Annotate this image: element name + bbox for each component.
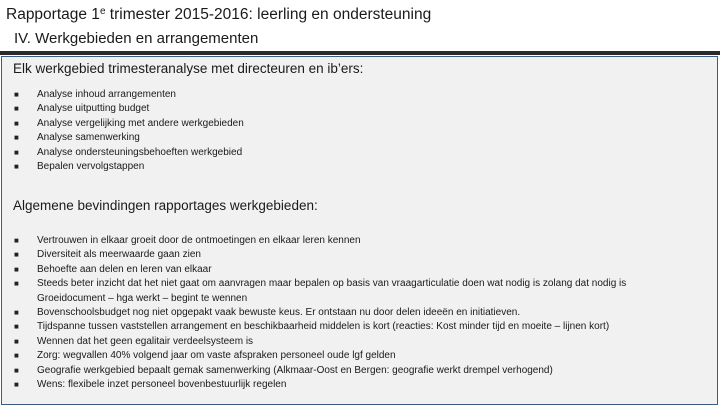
list-item-continuation: Groeidocument – hga werkt – begint te wennen <box>37 292 248 304</box>
square-bullet-icon: ■ <box>14 90 19 99</box>
list-item: ■ Tijdspanne tussen vaststellen arrangement en beschikbaarheid middelen is kort (reacties: Kost minder tijd en moeite – lijnen kort) <box>12 320 626 334</box>
square-bullet-icon: ■ <box>14 147 19 157</box>
list-item: ■ Vertrouwen in elkaar groeit door de ontmoetingen en elkaar leren kennen <box>12 234 626 248</box>
title-superscript: e <box>99 6 106 17</box>
section2-list <box>12 234 626 392</box>
list-item: ■ Analyse vergelijking met andere werkgebieden <box>12 117 244 131</box>
list-item: ■ Analyse samenwerking <box>12 131 244 145</box>
title-divider <box>0 51 720 55</box>
slide-title <box>6 2 431 25</box>
section1-heading: Elk werkgebied trimesteranalyse met directeuren en ib’ers: <box>13 61 364 76</box>
list-item: ■ Bovenschoolsbudget nog niet opgepakt vaak bewuste keus. Er ontstaan nu door delen ideeën en initiatieven. <box>12 306 626 320</box>
square-bullet-icon: ■ <box>14 308 19 318</box>
list-item: ■ Analyse inhoud arrangementen <box>12 88 244 102</box>
list-item: ■ Wens: flexibele inzet personeel bovenbestuurlijk regelen <box>12 378 626 392</box>
square-bullet-icon: ■ <box>14 250 19 260</box>
square-bullet-icon: ■ <box>14 264 19 274</box>
square-bullet-icon: ■ <box>14 104 19 114</box>
slide-subtitle: IV. Werkgebieden en arrangementen <box>14 30 259 47</box>
list-item: ■ Wennen dat het geen egalitair verdeelsysteem is <box>12 335 626 349</box>
square-bullet-icon: ■ <box>14 236 19 245</box>
list-item: ■ Diversiteit als meerwaarde gaan zien <box>12 248 626 262</box>
square-bullet-icon: ■ <box>14 336 19 346</box>
section2-heading: Algemene bevindingen rapportages werkgebieden: <box>13 198 318 213</box>
title-text: Rapportage 1 <box>6 6 100 23</box>
list-item: ■ Steeds beter inzicht dat het niet gaat om aanvragen maar bepalen op basis van vraagarticulatie doen wat nodig is zolang dat nodig is Groeidocument – hga werkt – begint te wennen <box>12 277 626 306</box>
square-bullet-icon: ■ <box>14 133 19 143</box>
list-item: ■ Geografie werkgebied bepaalt gemak samenwerking (Alkmaar-Oost en Bergen: geografie werkt drempel verhogend) <box>12 364 626 378</box>
square-bullet-icon: ■ <box>14 351 19 361</box>
square-bullet-icon: ■ <box>14 365 19 375</box>
square-bullet-icon: ■ <box>14 118 19 128</box>
square-bullet-icon: ■ <box>14 162 19 172</box>
square-bullet-icon: ■ <box>14 279 19 289</box>
content-panel <box>1 56 718 405</box>
list-item: ■ Analyse uitputting budget <box>12 102 244 116</box>
square-bullet-icon: ■ <box>14 380 19 390</box>
section1-list <box>12 88 244 174</box>
title-text-continued: trimester 2015-2016: leerling en ondersteuning <box>105 6 432 23</box>
square-bullet-icon: ■ <box>14 322 19 332</box>
list-item: ■ Bepalen vervolgstappen <box>12 160 244 174</box>
list-item: ■ Behoefte aan delen en leren van elkaar <box>12 263 626 277</box>
list-item: ■ Analyse ondersteuningsbehoeften werkgebied <box>12 146 244 160</box>
list-item: ■ Zorg: wegvallen 40% volgend jaar om vaste afspraken personeel oude lgf gelden <box>12 349 626 363</box>
